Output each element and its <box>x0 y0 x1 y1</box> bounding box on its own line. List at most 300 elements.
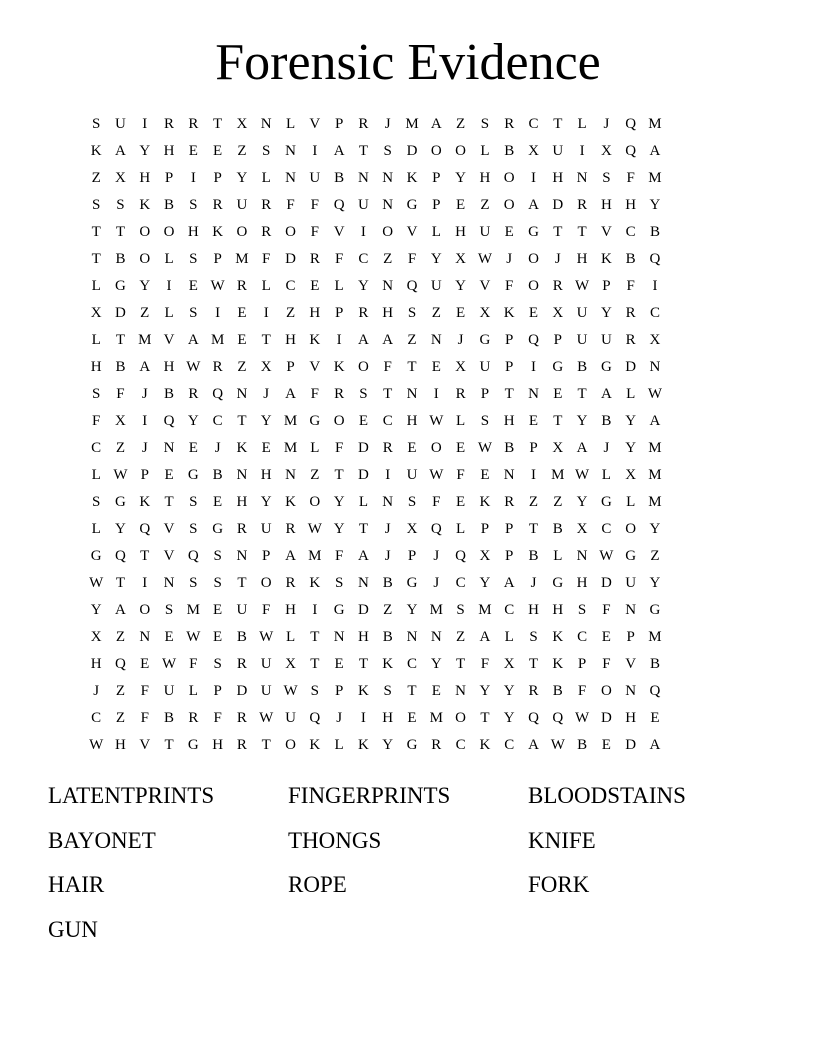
grid-letter[interactable]: Y <box>455 170 467 186</box>
grid-letter[interactable]: B <box>164 710 175 726</box>
grid-letter[interactable]: C <box>285 278 296 294</box>
grid-letter[interactable]: H <box>309 305 321 321</box>
grid-letter[interactable]: T <box>140 548 150 564</box>
grid-letter[interactable]: L <box>285 629 296 645</box>
grid-letter[interactable]: Y <box>649 521 661 537</box>
grid-letter[interactable]: X <box>649 332 661 348</box>
grid-letter[interactable]: P <box>553 332 562 348</box>
grid-letter[interactable]: Z <box>310 467 320 483</box>
grid-letter[interactable]: T <box>164 737 174 753</box>
grid-letter[interactable]: T <box>115 224 126 240</box>
grid-letter[interactable]: E <box>334 656 344 672</box>
grid-letter[interactable]: F <box>407 251 417 267</box>
grid-letter[interactable]: E <box>528 305 539 321</box>
grid-letter[interactable]: P <box>577 656 587 672</box>
grid-letter[interactable]: L <box>480 143 490 159</box>
grid-letter[interactable]: L <box>310 440 320 456</box>
grid-letter[interactable]: M <box>138 332 152 348</box>
grid-letter[interactable]: O <box>236 224 248 240</box>
grid-letter[interactable]: Z <box>91 170 101 186</box>
grid-letter[interactable]: G <box>600 359 612 375</box>
grid-letter[interactable]: X <box>115 413 126 429</box>
grid-letter[interactable]: R <box>236 737 247 753</box>
grid-letter[interactable]: G <box>406 575 418 591</box>
grid-letter[interactable]: H <box>139 170 151 186</box>
grid-letter[interactable]: T <box>383 386 393 402</box>
grid-letter[interactable]: B <box>552 521 563 537</box>
grid-letter[interactable]: M <box>210 332 225 348</box>
grid-letter[interactable]: Z <box>140 305 150 321</box>
grid-letter[interactable]: S <box>116 197 125 213</box>
grid-letter[interactable]: M <box>648 467 662 483</box>
grid-letter[interactable]: P <box>286 359 295 375</box>
grid-letter[interactable]: H <box>115 737 126 753</box>
grid-letter[interactable]: F <box>334 251 344 267</box>
grid-letter[interactable]: F <box>334 548 344 564</box>
grid-letter[interactable]: Q <box>455 548 467 564</box>
grid-letter[interactable]: O <box>163 224 175 240</box>
grid-letter[interactable]: Q <box>625 143 637 159</box>
grid-letter[interactable]: C <box>455 737 466 753</box>
grid-letter[interactable]: L <box>601 467 611 483</box>
grid-letter[interactable]: Y <box>479 575 491 591</box>
grid-letter[interactable]: N <box>236 467 248 483</box>
grid-letter[interactable]: P <box>432 197 441 213</box>
grid-letter[interactable]: B <box>164 386 175 402</box>
grid-letter[interactable]: W <box>477 251 492 267</box>
grid-letter[interactable]: R <box>188 386 199 402</box>
grid-letter[interactable]: U <box>479 359 491 375</box>
grid-letter[interactable]: Y <box>455 278 467 294</box>
grid-letter[interactable]: E <box>188 278 198 294</box>
grid-letter[interactable]: F <box>262 251 271 267</box>
grid-letter[interactable]: B <box>382 575 393 591</box>
grid-letter[interactable]: P <box>334 305 344 321</box>
grid-letter[interactable]: R <box>504 494 515 510</box>
grid-letter[interactable]: L <box>334 737 344 753</box>
grid-letter[interactable]: S <box>189 494 198 510</box>
grid-letter[interactable]: T <box>407 359 417 375</box>
grid-letter[interactable]: E <box>237 332 247 348</box>
grid-letter[interactable]: O <box>333 413 345 429</box>
grid-letter[interactable]: B <box>625 251 636 267</box>
grid-letter[interactable]: P <box>334 683 344 699</box>
grid-letter[interactable]: G <box>625 548 637 564</box>
grid-letter[interactable]: M <box>283 440 298 456</box>
grid-letter[interactable]: H <box>187 224 199 240</box>
grid-letter[interactable]: G <box>90 548 102 564</box>
grid-letter[interactable]: A <box>649 143 661 159</box>
grid-letter[interactable]: R <box>552 278 563 294</box>
grid-letter[interactable]: S <box>602 170 611 186</box>
grid-letter[interactable]: R <box>236 278 247 294</box>
grid-letter[interactable]: R <box>236 656 247 672</box>
grid-letter[interactable]: W <box>259 629 274 645</box>
grid-letter[interactable]: I <box>190 170 196 186</box>
grid-letter[interactable]: Y <box>625 413 637 429</box>
grid-letter[interactable]: Y <box>503 683 515 699</box>
grid-letter[interactable]: E <box>140 656 150 672</box>
grid-letter[interactable]: N <box>455 683 467 699</box>
grid-letter[interactable]: I <box>530 359 536 375</box>
grid-letter[interactable]: N <box>357 575 369 591</box>
grid-letter[interactable]: K <box>382 656 394 672</box>
grid-letter[interactable]: U <box>115 116 126 132</box>
grid-letter[interactable]: R <box>528 683 539 699</box>
grid-letter[interactable]: F <box>505 278 514 294</box>
grid-letter[interactable]: U <box>309 170 321 186</box>
grid-letter[interactable]: K <box>212 224 224 240</box>
grid-letter[interactable]: U <box>430 278 442 294</box>
grid-letter[interactable]: S <box>407 305 417 321</box>
grid-letter[interactable]: C <box>91 710 102 726</box>
grid-letter[interactable]: D <box>357 602 369 618</box>
grid-letter[interactable]: I <box>312 602 318 618</box>
grid-letter[interactable]: S <box>529 629 538 645</box>
grid-letter[interactable]: D <box>625 359 637 375</box>
grid-letter[interactable]: T <box>91 251 101 267</box>
grid-letter[interactable]: C <box>358 251 369 267</box>
grid-letter[interactable]: G <box>649 602 661 618</box>
grid-letter[interactable]: N <box>285 143 296 159</box>
grid-letter[interactable]: E <box>188 143 198 159</box>
grid-letter[interactable]: N <box>503 467 515 483</box>
grid-letter[interactable]: T <box>577 386 587 402</box>
grid-letter[interactable]: Z <box>237 143 247 159</box>
grid-letter[interactable]: P <box>505 332 514 348</box>
grid-letter[interactable]: K <box>552 629 564 645</box>
grid-letter[interactable]: A <box>503 575 515 591</box>
grid-letter[interactable]: H <box>90 656 102 672</box>
grid-letter[interactable]: L <box>456 413 466 429</box>
grid-letter[interactable]: F <box>602 656 611 672</box>
grid-letter[interactable]: H <box>552 602 564 618</box>
grid-letter[interactable]: H <box>552 170 564 186</box>
grid-letter[interactable]: B <box>164 197 175 213</box>
grid-letter[interactable]: Y <box>139 278 151 294</box>
grid-letter[interactable]: A <box>649 737 661 753</box>
grid-letter[interactable]: V <box>333 224 345 240</box>
grid-letter[interactable]: C <box>382 413 393 429</box>
grid-letter[interactable]: T <box>553 224 563 240</box>
grid-letter[interactable]: V <box>309 359 321 375</box>
grid-letter[interactable]: A <box>528 197 539 213</box>
grid-letter[interactable]: V <box>625 656 637 672</box>
grid-letter[interactable]: A <box>382 332 394 348</box>
grid-letter[interactable]: A <box>187 332 199 348</box>
grid-letter[interactable]: R <box>212 197 223 213</box>
grid-letter[interactable]: I <box>142 575 148 591</box>
grid-letter[interactable]: D <box>600 575 612 591</box>
grid-letter[interactable]: P <box>334 116 344 132</box>
grid-letter[interactable]: X <box>528 143 539 159</box>
grid-letter[interactable]: N <box>285 467 296 483</box>
grid-letter[interactable]: W <box>575 467 590 483</box>
grid-letter[interactable]: R <box>285 575 296 591</box>
grid-letter[interactable]: H <box>600 197 612 213</box>
grid-letter[interactable]: S <box>262 143 271 159</box>
grid-letter[interactable]: Y <box>115 521 126 537</box>
grid-letter[interactable]: F <box>286 197 295 213</box>
grid-letter[interactable]: O <box>285 224 296 240</box>
grid-letter[interactable]: M <box>648 116 662 132</box>
grid-letter[interactable]: H <box>212 737 224 753</box>
grid-letter[interactable]: L <box>261 170 271 186</box>
grid-letter[interactable]: Y <box>649 575 661 591</box>
grid-letter[interactable]: T <box>577 224 587 240</box>
grid-letter[interactable]: Z <box>456 629 466 645</box>
grid-letter[interactable]: T <box>261 332 271 348</box>
grid-letter[interactable]: T <box>480 710 490 726</box>
grid-letter[interactable]: E <box>456 440 466 456</box>
grid-letter[interactable]: C <box>212 413 223 429</box>
grid-letter[interactable]: R <box>212 359 223 375</box>
grid-letter[interactable]: J <box>214 440 221 456</box>
grid-letter[interactable]: O <box>503 170 515 186</box>
grid-letter[interactable]: A <box>357 548 369 564</box>
grid-letter[interactable]: J <box>603 440 610 456</box>
grid-letter[interactable]: K <box>503 305 515 321</box>
grid-letter[interactable]: P <box>213 251 222 267</box>
grid-letter[interactable]: T <box>358 656 368 672</box>
grid-letter[interactable]: L <box>91 521 101 537</box>
grid-letter[interactable]: R <box>285 521 296 537</box>
grid-letter[interactable]: X <box>236 116 248 132</box>
grid-letter[interactable]: H <box>382 710 394 726</box>
grid-letter[interactable]: G <box>115 494 126 510</box>
grid-letter[interactable]: Z <box>480 197 490 213</box>
grid-letter[interactable]: R <box>236 710 247 726</box>
grid-letter[interactable]: N <box>236 386 248 402</box>
grid-letter[interactable]: O <box>309 494 321 510</box>
grid-letter[interactable]: Z <box>115 710 126 726</box>
grid-letter[interactable]: U <box>357 197 369 213</box>
grid-letter[interactable]: O <box>503 197 515 213</box>
grid-letter[interactable]: G <box>552 359 564 375</box>
grid-letter[interactable]: E <box>456 197 466 213</box>
grid-letter[interactable]: W <box>429 413 444 429</box>
grid-letter[interactable]: W <box>89 575 104 591</box>
grid-letter[interactable]: Y <box>187 413 199 429</box>
grid-letter[interactable]: K <box>309 332 321 348</box>
grid-letter[interactable]: F <box>577 683 587 699</box>
grid-letter[interactable]: V <box>163 521 175 537</box>
grid-letter[interactable]: N <box>163 440 175 456</box>
grid-letter[interactable]: E <box>237 305 247 321</box>
grid-letter[interactable]: T <box>358 521 368 537</box>
grid-letter[interactable]: Y <box>600 305 612 321</box>
grid-letter[interactable]: I <box>215 305 221 321</box>
grid-letter[interactable]: H <box>406 413 418 429</box>
grid-letter[interactable]: I <box>530 467 536 483</box>
grid-letter[interactable]: E <box>188 440 198 456</box>
grid-letter[interactable]: X <box>260 359 272 375</box>
grid-letter[interactable]: G <box>479 332 491 348</box>
grid-letter[interactable]: N <box>333 629 345 645</box>
grid-letter[interactable]: L <box>358 494 368 510</box>
grid-letter[interactable]: Y <box>139 143 151 159</box>
grid-letter[interactable]: S <box>91 197 101 213</box>
grid-letter[interactable]: Z <box>115 629 126 645</box>
grid-letter[interactable]: N <box>576 170 588 186</box>
grid-letter[interactable]: C <box>504 602 515 618</box>
grid-letter[interactable]: B <box>577 359 588 375</box>
grid-letter[interactable]: S <box>91 386 101 402</box>
grid-letter[interactable]: G <box>333 602 345 618</box>
grid-letter[interactable]: P <box>164 170 174 186</box>
grid-letter[interactable]: I <box>530 170 536 186</box>
grid-letter[interactable]: L <box>334 278 344 294</box>
grid-letter[interactable]: H <box>260 467 272 483</box>
grid-letter[interactable]: L <box>626 494 636 510</box>
grid-letter[interactable]: Q <box>163 413 175 429</box>
grid-letter[interactable]: R <box>358 305 369 321</box>
grid-letter[interactable]: T <box>456 656 466 672</box>
grid-letter[interactable]: J <box>384 548 391 564</box>
grid-letter[interactable]: I <box>579 143 585 159</box>
grid-letter[interactable]: X <box>479 548 491 564</box>
grid-letter[interactable]: O <box>260 575 272 591</box>
grid-letter[interactable]: J <box>554 251 561 267</box>
grid-letter[interactable]: Y <box>406 602 418 618</box>
grid-letter[interactable]: P <box>529 440 538 456</box>
grid-letter[interactable]: T <box>115 575 126 591</box>
grid-letter[interactable]: T <box>553 413 563 429</box>
grid-letter[interactable]: F <box>310 224 319 240</box>
grid-letter[interactable]: W <box>575 278 590 294</box>
grid-letter[interactable]: F <box>140 683 149 699</box>
grid-letter[interactable]: K <box>479 494 491 510</box>
grid-letter[interactable]: A <box>115 602 126 618</box>
grid-letter[interactable]: V <box>309 116 321 132</box>
grid-letter[interactable]: V <box>163 548 175 564</box>
grid-letter[interactable]: I <box>360 710 366 726</box>
grid-letter[interactable]: H <box>625 710 637 726</box>
grid-letter[interactable]: Y <box>649 197 661 213</box>
grid-letter[interactable]: J <box>93 683 100 699</box>
grid-letter[interactable]: R <box>455 386 466 402</box>
grid-letter[interactable]: C <box>649 305 660 321</box>
grid-letter[interactable]: Y <box>430 656 442 672</box>
grid-letter[interactable]: F <box>456 467 465 483</box>
grid-letter[interactable]: Y <box>430 251 442 267</box>
grid-letter[interactable]: I <box>312 143 318 159</box>
grid-letter[interactable]: D <box>236 683 248 699</box>
grid-letter[interactable]: R <box>382 440 393 456</box>
grid-letter[interactable]: X <box>115 170 126 186</box>
grid-letter[interactable]: G <box>187 737 199 753</box>
grid-letter[interactable]: J <box>336 710 343 726</box>
grid-letter[interactable]: U <box>260 521 272 537</box>
grid-letter[interactable]: S <box>480 116 490 132</box>
grid-letter[interactable]: K <box>479 737 491 753</box>
grid-letter[interactable]: O <box>430 143 442 159</box>
grid-letter[interactable]: A <box>479 629 491 645</box>
grid-letter[interactable]: C <box>91 440 102 456</box>
grid-letter[interactable]: Q <box>649 683 661 699</box>
grid-letter[interactable]: C <box>577 629 588 645</box>
grid-letter[interactable]: U <box>260 683 272 699</box>
grid-letter[interactable]: T <box>407 683 417 699</box>
grid-letter[interactable]: R <box>334 386 345 402</box>
grid-letter[interactable]: N <box>236 548 248 564</box>
grid-letter[interactable]: Z <box>285 305 296 321</box>
grid-letter[interactable]: Q <box>649 251 661 267</box>
grid-letter[interactable]: T <box>310 629 320 645</box>
grid-letter[interactable]: A <box>139 359 151 375</box>
grid-letter[interactable]: S <box>456 602 465 618</box>
grid-letter[interactable]: V <box>163 332 175 348</box>
grid-letter[interactable]: T <box>237 575 247 591</box>
grid-letter[interactable]: G <box>406 197 418 213</box>
grid-letter[interactable]: X <box>503 656 515 672</box>
grid-letter[interactable]: H <box>163 143 175 159</box>
grid-letter[interactable]: Q <box>212 386 224 402</box>
grid-letter[interactable]: S <box>189 197 198 213</box>
grid-letter[interactable]: A <box>357 332 369 348</box>
grid-letter[interactable]: E <box>553 386 563 402</box>
grid-letter[interactable]: W <box>113 467 128 483</box>
grid-letter[interactable]: P <box>505 548 514 564</box>
grid-letter[interactable]: W <box>647 386 663 402</box>
grid-letter[interactable]: Z <box>431 305 441 321</box>
grid-letter[interactable]: Q <box>139 521 151 537</box>
grid-letter[interactable]: K <box>236 440 248 456</box>
grid-letter[interactable]: E <box>480 467 490 483</box>
grid-letter[interactable]: I <box>166 278 172 294</box>
grid-letter[interactable]: Q <box>552 710 564 726</box>
grid-letter[interactable]: B <box>577 737 588 753</box>
grid-letter[interactable]: M <box>405 116 419 132</box>
grid-letter[interactable]: K <box>90 143 102 159</box>
grid-letter[interactable]: L <box>456 521 466 537</box>
grid-letter[interactable]: N <box>576 548 588 564</box>
grid-letter[interactable]: K <box>552 656 564 672</box>
grid-letter[interactable]: F <box>189 656 198 672</box>
grid-letter[interactable]: S <box>213 548 222 564</box>
grid-letter[interactable]: I <box>142 116 148 132</box>
grid-letter[interactable]: E <box>213 629 223 645</box>
grid-letter[interactable]: H <box>90 359 102 375</box>
grid-letter[interactable]: S <box>189 575 198 591</box>
grid-letter[interactable]: S <box>164 602 174 618</box>
grid-letter[interactable]: N <box>406 386 418 402</box>
grid-letter[interactable]: J <box>141 386 148 402</box>
grid-letter[interactable]: I <box>360 224 366 240</box>
grid-letter[interactable]: Z <box>407 332 417 348</box>
grid-letter[interactable]: S <box>383 683 392 699</box>
grid-letter[interactable]: F <box>91 413 101 429</box>
grid-letter[interactable]: T <box>164 494 174 510</box>
grid-letter[interactable]: V <box>406 224 418 240</box>
grid-letter[interactable]: M <box>429 710 443 726</box>
grid-letter[interactable]: S <box>213 656 222 672</box>
grid-letter[interactable]: X <box>90 629 102 645</box>
grid-letter[interactable]: U <box>576 332 588 348</box>
grid-letter[interactable]: N <box>382 494 394 510</box>
grid-letter[interactable]: S <box>310 683 319 699</box>
grid-letter[interactable]: P <box>407 548 417 564</box>
grid-letter[interactable]: N <box>382 197 394 213</box>
grid-letter[interactable]: M <box>648 494 662 510</box>
grid-letter[interactable]: I <box>385 467 391 483</box>
grid-letter[interactable]: A <box>430 116 442 132</box>
grid-letter[interactable]: S <box>334 575 344 591</box>
grid-letter[interactable]: S <box>189 305 198 321</box>
grid-letter[interactable]: B <box>504 143 515 159</box>
grid-letter[interactable]: D <box>600 710 612 726</box>
grid-letter[interactable]: K <box>600 251 612 267</box>
